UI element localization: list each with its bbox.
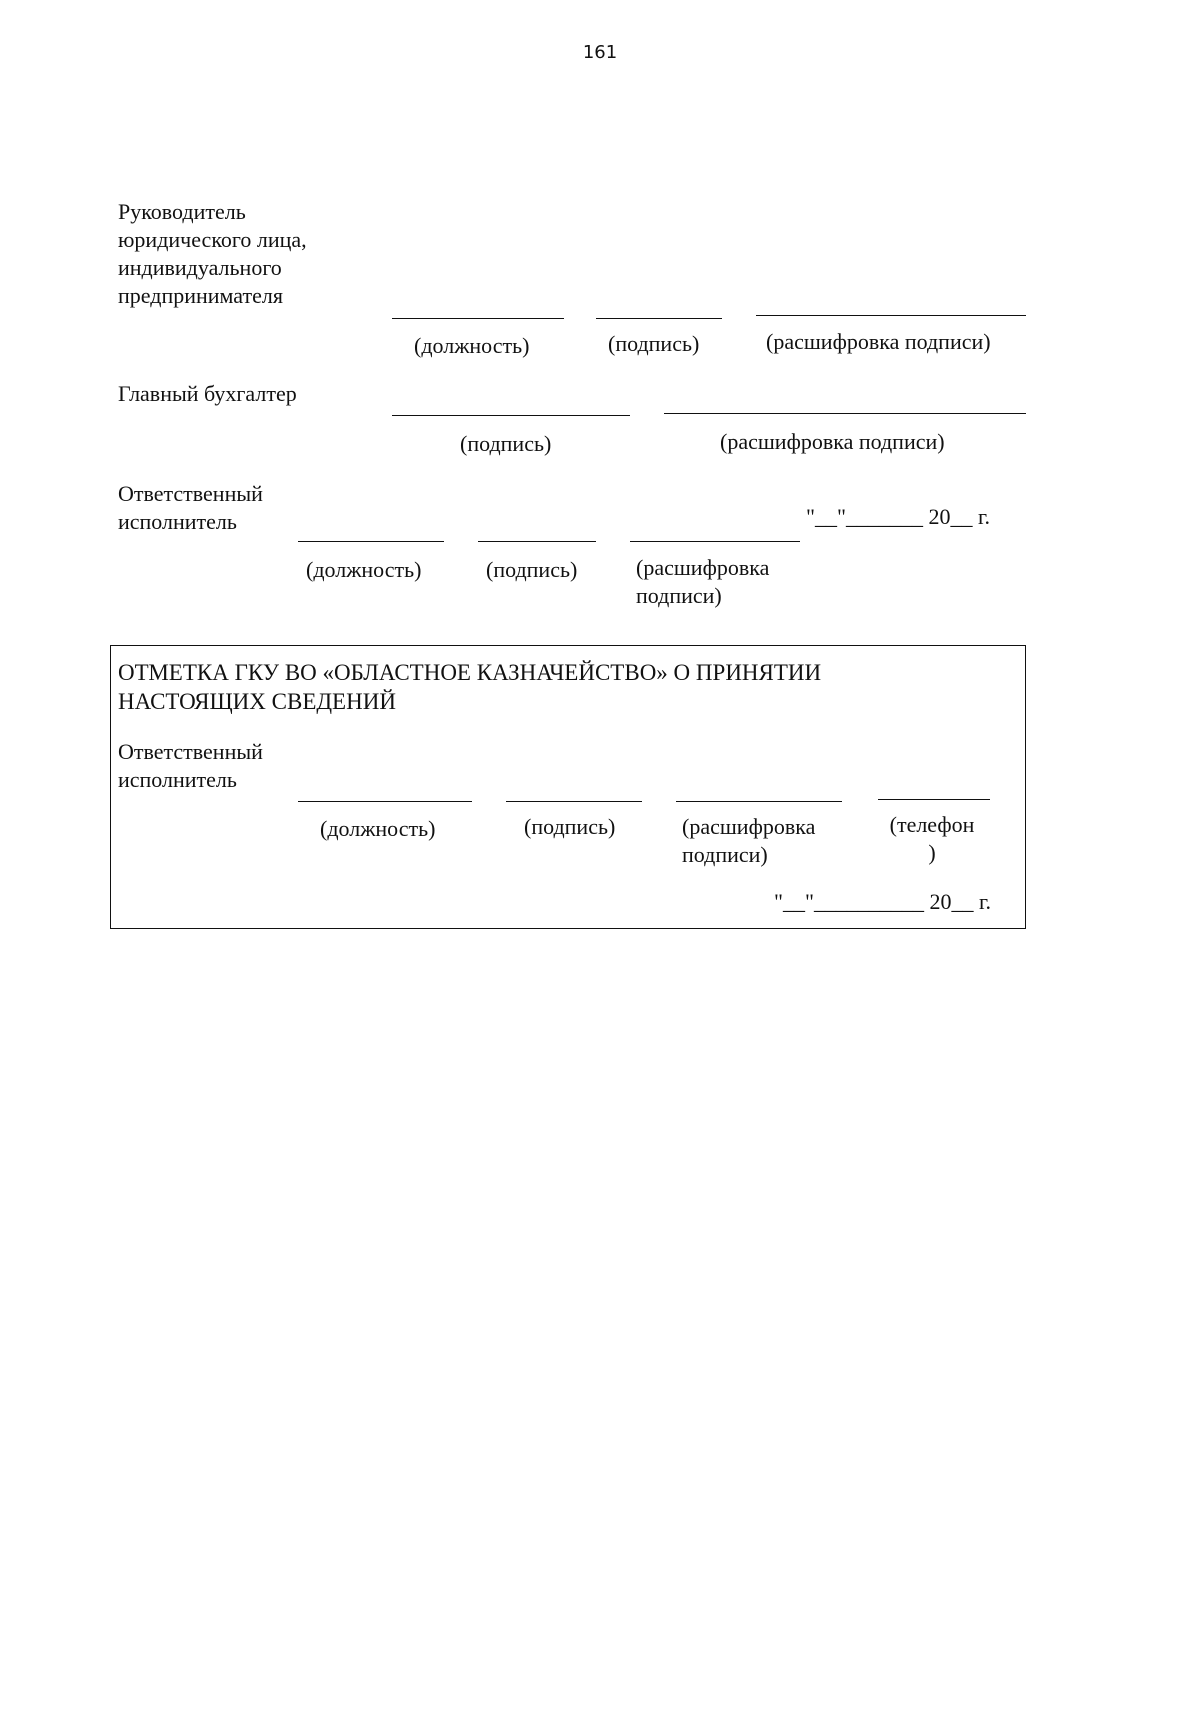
executor-position-caption: (должность) [306,557,422,582]
head-transcript-caption: (расшифровка подписи) [766,329,991,354]
treasury-signature-line[interactable] [506,801,642,802]
accountant-signature-line[interactable] [392,415,630,416]
head-role-label: Руководитель юридического лица, индивидуального предпринимателя [118,199,307,308]
executor-transcript-caption: (расшифровка подписи) [636,555,770,608]
treasury-position-caption: (должность) [320,816,436,841]
head-position-caption: (должность) [414,333,530,358]
treasury-phone-line[interactable] [878,799,990,800]
treasury-executor-label: Ответственный исполнитель [118,739,263,792]
head-transcript-line[interactable] [756,315,1026,316]
accountant-transcript-caption: (расшифровка подписи) [720,429,945,454]
accountant-signature-caption: (подпись) [460,431,552,456]
accountant-role-label: Главный бухгалтер [118,381,297,406]
treasury-signature-caption: (подпись) [524,814,616,839]
executor-signature-caption: (подпись) [486,557,578,582]
treasury-transcript-caption: (расшифровка подписи) [682,814,816,867]
head-signature-caption: (подпись) [608,331,700,356]
executor-date-line[interactable]: "__"_______ 20__ г. [806,504,991,529]
executor-position-line[interactable] [298,541,444,542]
executor-transcript-line[interactable] [630,541,800,542]
treasury-box-title: ОТМЕТКА ГКУ ВО «ОБЛАСТНОЕ КАЗНАЧЕЙСТВО» О ПРИНЯТИИ НАСТОЯЩИХ СВЕДЕНИЙ [118,660,822,714]
page-number: 161 [582,42,618,63]
accountant-transcript-line[interactable] [664,413,1026,414]
head-position-line[interactable] [392,318,564,319]
head-signature-line[interactable] [596,318,722,319]
treasury-phone-caption: (телефон ) [889,812,975,865]
treasury-position-line[interactable] [298,801,472,802]
treasury-date-line[interactable]: "__"__________ 20__ г. [774,889,992,914]
treasury-transcript-line[interactable] [676,801,842,802]
executor-role-label: Ответственный исполнитель [118,481,263,534]
executor-signature-line[interactable] [478,541,596,542]
